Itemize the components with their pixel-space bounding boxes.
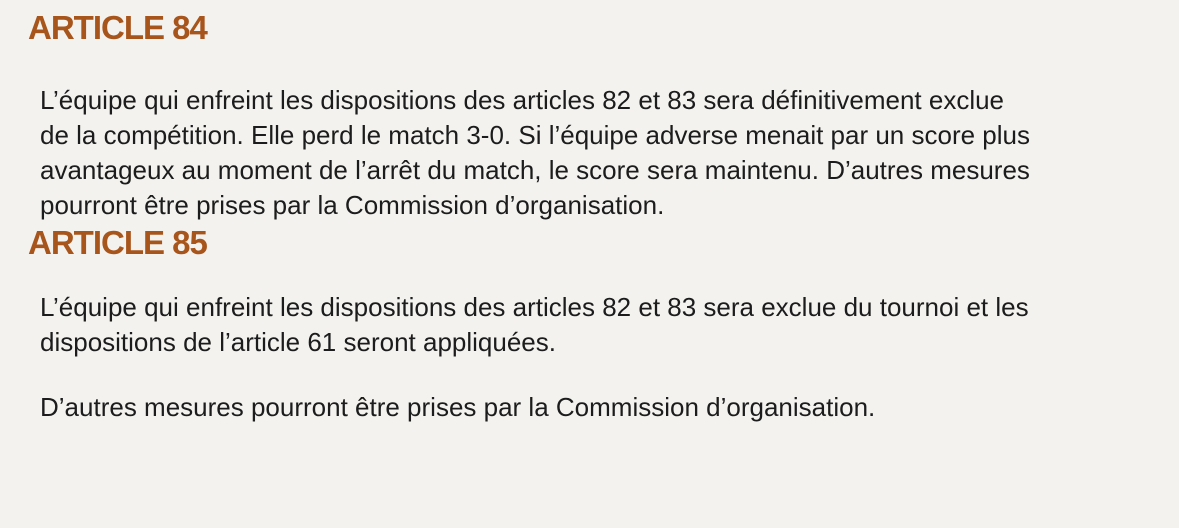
article-85-paragraph-1 [40, 290, 1159, 360]
text-line: L’équipe qui enfreint les dispositions des articles 82 et 83 sera exclue du tournoi et les [40, 292, 1029, 322]
article-84-paragraph [40, 83, 1159, 223]
text-line: dispositions de l’article 61 seront appliquées. [40, 327, 556, 357]
text-line: L’équipe qui enfreint les dispositions des articles 82 et 83 sera définitivement exclue [40, 85, 1005, 115]
article-85-paragraph-2 [40, 390, 1159, 425]
article-85-section [28, 223, 1159, 425]
text-line: de la compétition. Elle perd le match 3-0. Si l’équipe adverse menait par un score plus [40, 120, 1030, 150]
article-84-section [28, 8, 1159, 223]
text-line: pourront être prises par la Commission d’organisation. [40, 190, 665, 220]
text-line: avantageux au moment de l’arrêt du match, le score sera maintenu. D’autres mesures [40, 155, 1030, 185]
article-84-heading: ARTICLE 84 [28, 9, 207, 46]
text-line: D’autres mesures pourront être prises par la Commission d’organisation. [40, 392, 876, 422]
article-85-heading: ARTICLE 85 [28, 224, 207, 261]
